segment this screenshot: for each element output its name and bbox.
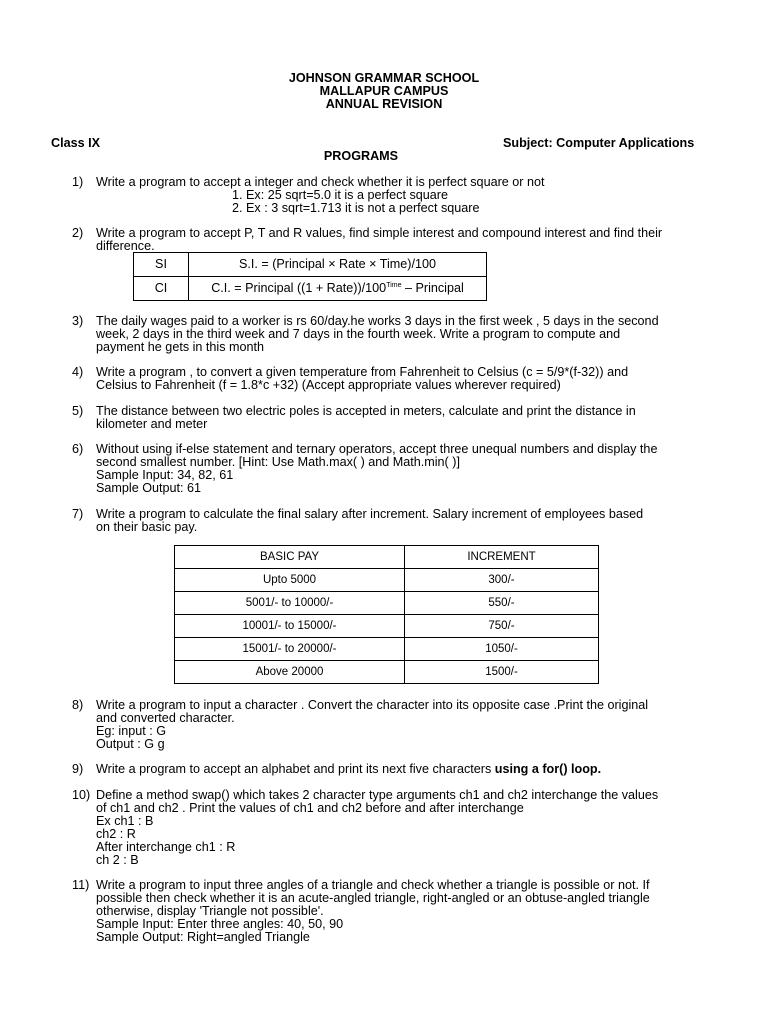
question-number: 4) — [72, 365, 84, 379]
question-text: payment he gets in this month — [96, 340, 265, 354]
ci-formula-main: C.I. = Principal ((1 + Rate))/100 — [211, 281, 387, 295]
question-number: 11) — [72, 878, 90, 892]
table-cell: Upto 5000 — [175, 569, 405, 592]
example-line: 1. Ex: 25 sqrt=5.0 it is a perfect square — [232, 188, 448, 202]
question-text: Write a program to calculate the final salary after increment. Salary increment of employees based — [96, 507, 644, 521]
question-number: 7) — [72, 507, 84, 521]
school-name: JOHNSON GRAMMAR SCHOOL — [288, 71, 480, 85]
table-cell: 15001/- to 20000/- — [175, 638, 405, 661]
question-6 — [72, 443, 722, 495]
table-cell: 5001/- to 10000/- — [175, 592, 405, 615]
question-text: Write a program , to convert a given temperature from Fahrenheit to Celsius (c = 5/9*(f-32)) and — [96, 365, 629, 379]
question-text: second smallest number. [Hint: Use Math.max( ) and Math.min( )] — [96, 455, 460, 469]
question-text: Define a method swap() which takes 2 character type arguments ch1 and ch2 interchange the values — [96, 788, 659, 802]
example-line: ch2 : R — [96, 827, 136, 841]
question-8 — [72, 699, 722, 751]
question-5 — [72, 405, 722, 431]
table-cell: Above 20000 — [175, 661, 405, 684]
table-row — [134, 277, 487, 301]
table-cell: 1050/- — [405, 638, 599, 661]
table-row — [175, 661, 599, 684]
table-cell: 1500/- — [405, 661, 599, 684]
table-cell: SI — [134, 253, 189, 277]
table-row — [134, 253, 487, 277]
sample-input: Sample Input: Enter three angles: 40, 50, 90 — [96, 917, 344, 931]
question-text: Celsius to Fahrenheit (f = 1.8*c +32) (Accept appropriate values wherever required) — [96, 378, 561, 392]
question-number: 5) — [72, 404, 84, 418]
campus-name: MALLAPUR CAMPUS — [319, 84, 449, 98]
question-number: 3) — [72, 314, 84, 328]
question-3 — [72, 315, 722, 354]
question-text — [96, 763, 722, 776]
question-text: Without using if-else statement and ternary operators, accept three unequal numbers and display the — [96, 442, 658, 456]
question-1 — [72, 176, 722, 215]
question-10 — [72, 789, 722, 867]
question-text: Write a program to accept P, T and R values, find simple interest and compound interest and find their — [96, 226, 663, 240]
question-number: 9) — [72, 762, 84, 776]
question-number: 10) — [72, 788, 91, 802]
question-text: and converted character. — [96, 711, 235, 725]
document-title: ANNUAL REVISION — [325, 97, 443, 111]
section-title: PROGRAMS — [323, 149, 399, 163]
sample-output: Sample Output: 61 — [96, 481, 202, 495]
question-number: 1) — [72, 175, 84, 189]
question-9 — [72, 763, 722, 776]
question-text: The daily wages paid to a worker is rs 60/day.he works 3 days in the first week , 5 days in the second — [96, 314, 659, 328]
question-11 — [72, 879, 722, 944]
question-2 — [72, 227, 722, 253]
question-text: kilometer and meter — [96, 417, 208, 431]
question-number: 2) — [72, 226, 84, 240]
question-text: Write a program to input a character . Convert the character into its opposite case .Print the original — [96, 698, 649, 712]
question-text: on their basic pay. — [96, 520, 198, 534]
example-line: After interchange ch1 : R — [96, 840, 236, 854]
question-text: Write a program to accept a integer and check whether it is perfect square or not — [96, 175, 545, 189]
table-cell: 10001/- to 15000/- — [175, 615, 405, 638]
table-cell: S.I. = (Principal × Rate × Time)/100 — [189, 253, 487, 277]
table-cell — [189, 277, 487, 301]
question-7 — [72, 508, 722, 534]
example-output: Output : G g — [96, 737, 165, 751]
column-header: INCREMENT — [405, 546, 599, 569]
question-4 — [72, 366, 722, 392]
sample-output: Sample Output: Right=angled Triangle — [96, 930, 310, 944]
salary-increment-table — [174, 545, 599, 684]
table-row — [175, 592, 599, 615]
interest-formula-table — [133, 252, 487, 301]
subject-label: Subject: Computer Applications — [503, 136, 695, 150]
example-line: Ex ch1 : B — [96, 814, 154, 828]
question-text: possible then check whether it is an acute-angled triangle, right-angled or an obtuse-angled triangle — [96, 891, 650, 905]
class-label: Class IX — [51, 136, 101, 150]
table-row — [175, 569, 599, 592]
table-header-row — [175, 546, 599, 569]
table-cell: 550/- — [405, 592, 599, 615]
column-header: BASIC PAY — [175, 546, 405, 569]
ci-formula-exponent: Time — [386, 282, 402, 289]
table-row — [175, 615, 599, 638]
question-number: 8) — [72, 698, 84, 712]
question-text: week, 2 days in the third week and 7 days in the fourth week. Write a program to compute and — [96, 327, 621, 341]
question-text-bold: using a for() loop. — [494, 762, 602, 776]
example-line: 2. Ex : 3 sqrt=1.713 it is not a perfect square — [232, 201, 480, 215]
table-cell: 750/- — [405, 615, 599, 638]
question-text-plain: Write a program to accept an alphabet and print its next five characters — [96, 762, 495, 776]
table-cell: CI — [134, 277, 189, 301]
document-header — [0, 72, 768, 111]
question-text: difference. — [96, 239, 155, 253]
question-text: The distance between two electric poles is accepted in meters, calculate and print the distance in — [96, 404, 636, 418]
question-text: Write a program to input three angles of a triangle and check whether a triangle is possible or not. If — [96, 878, 650, 892]
ci-formula-tail: – Principal — [401, 281, 464, 295]
question-text: otherwise, display 'Triangle not possible'. — [96, 904, 324, 918]
table-row — [175, 638, 599, 661]
question-text: of ch1 and ch2 . Print the values of ch1 and ch2 before and after interchange — [96, 801, 524, 815]
question-number: 6) — [72, 442, 84, 456]
example-line: ch 2 : B — [96, 853, 139, 867]
table-cell: 300/- — [405, 569, 599, 592]
example-input: Eg: input : G — [96, 724, 167, 738]
sample-input: Sample Input: 34, 82, 61 — [96, 468, 234, 482]
